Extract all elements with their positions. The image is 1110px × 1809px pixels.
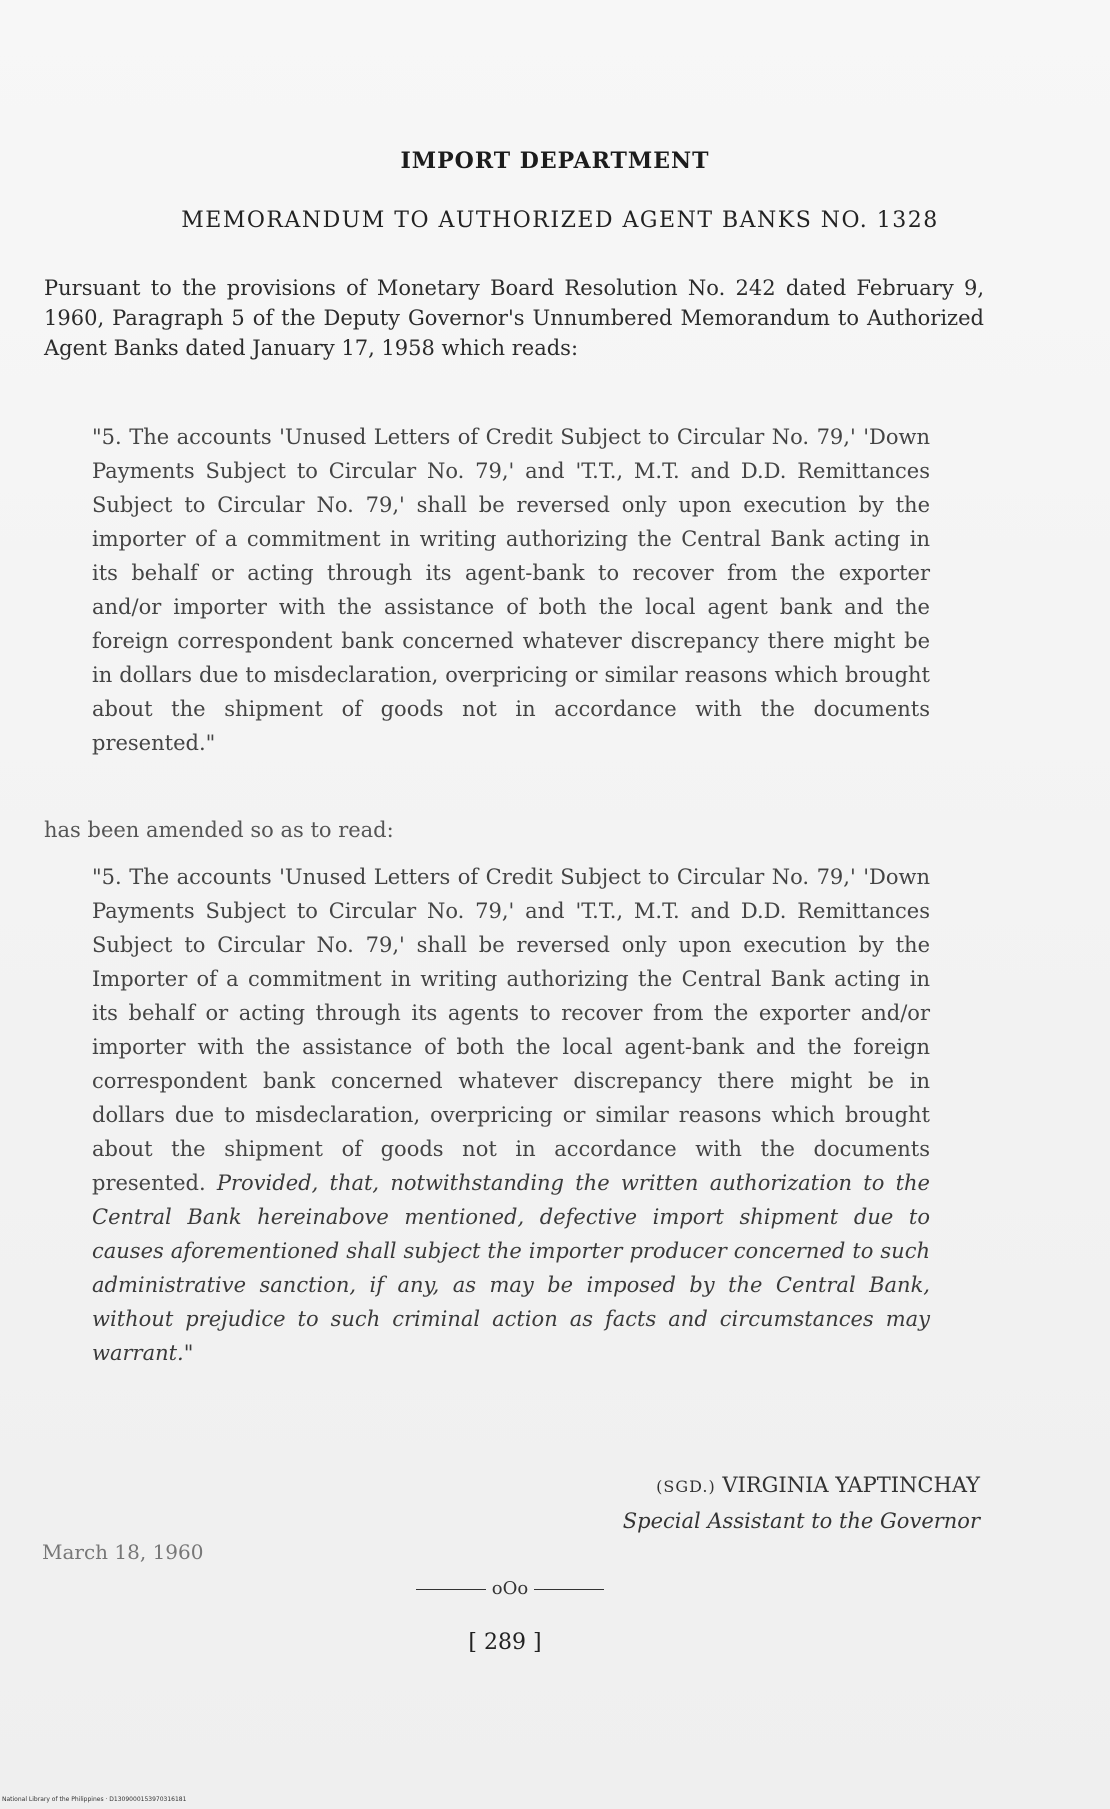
amended-quote-proviso: Provided, that, notwithstanding the written authorization to the Central Bank hereinabove mentioned, defective import shipment due to causes aforementioned shall subject the importer producer concerned to such administrative sanction, if any, as may be imposed by the Central Bank, without prejudice to such criminal action as facts and circumstances may warrant." xyxy=(92,1171,930,1365)
original-paragraph-quote: "5. The accounts 'Unused Letters of Credit Subject to Circular No. 79,' 'Down Payments Subject to Circular No. 79,' and 'T.T., M.T. and D.D. Remittances Subject to Circular No. 79,' shall be reversed only upon execution by the importer of a commitment in writing authorizing the Central Bank acting in its behalf or acting through its agent-bank to recover from the exporter and/or importer with the assistance of both the local agent bank and the foreign correspondent bank concerned whatever discrepancy there might be in dollars due to misdeclaration, overpricing or similar reasons which brought about the shipment of goods not in accordance with the documents presented." xyxy=(92,425,930,755)
signatory-title: Special Assistant to the Governor xyxy=(622,1509,980,1533)
amended-paragraph-quote xyxy=(92,860,930,1370)
memo-date: March 18, 1960 xyxy=(42,1540,204,1564)
signed-marker: (SGD.) xyxy=(656,1477,716,1496)
divider-rule-right xyxy=(534,1589,604,1590)
divider-rule-left xyxy=(416,1589,486,1590)
page-number: [ 289 ] xyxy=(468,1630,542,1655)
department-heading: IMPORT DEPARTMENT xyxy=(400,148,710,174)
section-divider xyxy=(415,1578,605,1599)
signature-line xyxy=(500,1468,980,1504)
intro-paragraph: Pursuant to the provisions of Monetary Board Resolution No. 242 dated February 9, 1960, Paragraph 5 of the Deputy Governor's Unnumbered Memorandum to Authorized Agent Banks dated January 17, 1958 which reads: xyxy=(44,276,984,360)
signatory-name: VIRGINIA YAPTINCHAY xyxy=(722,1473,980,1497)
divider-ornament: oOo xyxy=(491,1578,529,1599)
signature-block xyxy=(500,1468,980,1538)
scan-credit: National Library of the Philippines · D1309000153970316181 xyxy=(2,1796,187,1803)
amendment-intro: has been amended so as to read: xyxy=(44,818,394,842)
amended-quote-text: "5. The accounts 'Unused Letters of Credit Subject to Circular No. 79,' 'Down Payments Subject to Circular No. 79,' and 'T.T., M.T. and D.D. Remittances Subject to Circular No. 79,' shall be reversed only upon execution by the Importer of a commitment in writing authorizing the Central Bank acting in its behalf or acting through its agents to recover from the exporter and/or importer with the assistance of both the local agent-bank and the foreign correspondent bank concerned whatever discrepancy there might be in dollars due to misdeclaration, overpricing or similar reasons which brought about the shipment of goods not in accordance with the documents presented. xyxy=(92,865,930,1195)
memo-title: MEMORANDUM TO AUTHORIZED AGENT BANKS NO. 1328 xyxy=(181,208,939,233)
